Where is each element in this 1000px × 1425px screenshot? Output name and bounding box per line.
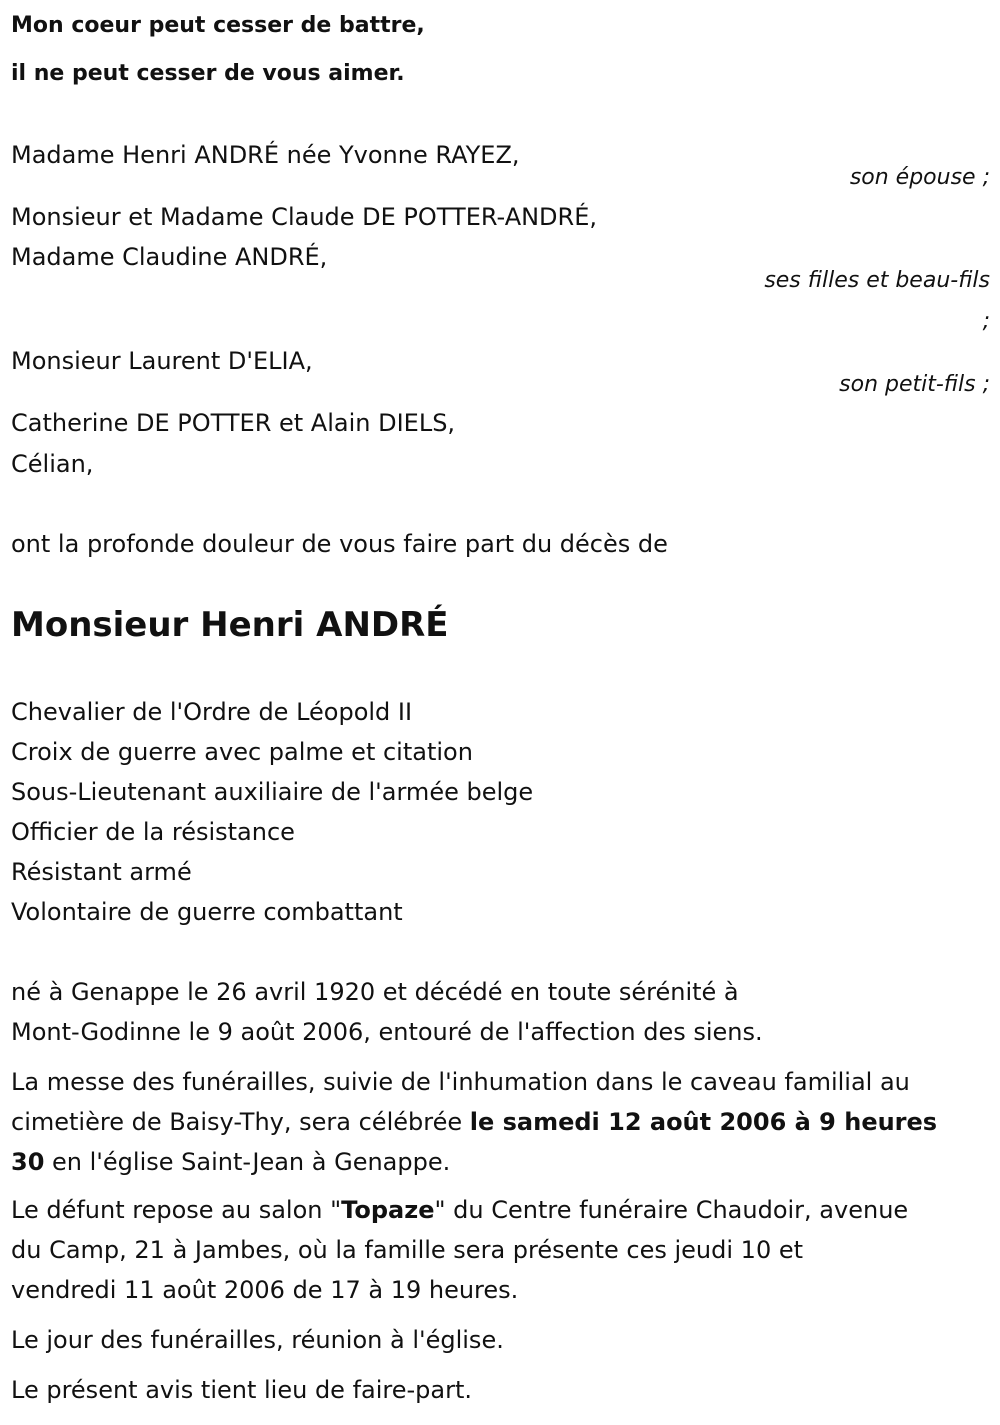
family-others-line-1: Catherine DE POTTER et Alain DIELS, xyxy=(11,409,456,437)
birth-death-line-2: Mont-Godinne le 9 août 2006, entouré de l'affection des siens. xyxy=(11,1018,763,1046)
rest-line-3: vendredi 11 août 2006 de 17 à 19 heures. xyxy=(11,1276,519,1304)
spouse-relation: son épouse ; xyxy=(849,165,990,190)
birth-death-line-1: né à Genappe le 26 avril 1920 et décédé en toute sérénité à xyxy=(11,978,739,1006)
daughters-relation-end: ; xyxy=(982,309,990,334)
rest-line-1-post: " du Centre funéraire Chaudoir, avenue xyxy=(434,1196,909,1224)
deceased-name: Monsieur Henri ANDRÉ xyxy=(11,605,449,645)
distinction-item: Sous-Lieutenant auxiliaire de l'armée belge xyxy=(11,778,534,806)
family-grandson: Monsieur Laurent D'ELIA, xyxy=(11,347,313,375)
family-daughters-line-1: Monsieur et Madame Claude DE POTTER-ANDRÉ, xyxy=(11,203,598,231)
distinction-item: Croix de guerre avec palme et citation xyxy=(11,738,473,766)
distinction-item: Officier de la résistance xyxy=(11,818,295,846)
distinction-item: Résistant armé xyxy=(11,858,192,886)
family-spouse: Madame Henri ANDRÉ née Yvonne RAYEZ, xyxy=(11,141,520,169)
notice-text: Le présent avis tient lieu de faire-part. xyxy=(11,1376,473,1404)
salon-name-bold: Topaze xyxy=(341,1196,435,1224)
distinction-item: Volontaire de guerre combattant xyxy=(11,898,403,926)
family-daughters-line-2: Madame Claudine ANDRÉ, xyxy=(11,243,328,271)
meeting-text: Le jour des funérailles, réunion à l'église. xyxy=(11,1326,504,1354)
mass-date-bold: le samedi 12 août 2006 à 9 heures xyxy=(469,1108,938,1136)
mass-line-2-text: cimetière de Baisy-Thy, sera célébrée xyxy=(11,1108,470,1136)
mass-time-bold: 30 xyxy=(11,1148,45,1176)
mass-line-3 xyxy=(11,1146,450,1178)
grandson-relation: son petit-fils ; xyxy=(839,372,990,397)
mass-line-1: La messe des funérailles, suivie de l'inhumation dans le caveau familial au xyxy=(11,1068,910,1096)
distinction-item: Chevalier de l'Ordre de Léopold II xyxy=(11,698,413,726)
mass-line-2 xyxy=(11,1106,937,1138)
rest-line-2: du Camp, 21 à Jambes, où la famille sera présente ces jeudi 10 et xyxy=(11,1236,804,1264)
announcement-text: ont la profonde douleur de vous faire part du décès de xyxy=(11,530,668,558)
epigraph-line-1: Mon coeur peut cesser de battre, xyxy=(11,13,425,38)
mass-line-3-text: en l'église Saint-Jean à Genappe. xyxy=(44,1148,451,1176)
epigraph-line-2: il ne peut cesser de vous aimer. xyxy=(11,61,405,86)
rest-line-1-pre: Le défunt repose au salon " xyxy=(11,1196,342,1224)
family-others-line-2: Célian, xyxy=(11,450,94,478)
rest-line-1 xyxy=(11,1194,908,1226)
daughters-relation: ses filles et beau-fils xyxy=(764,268,990,293)
